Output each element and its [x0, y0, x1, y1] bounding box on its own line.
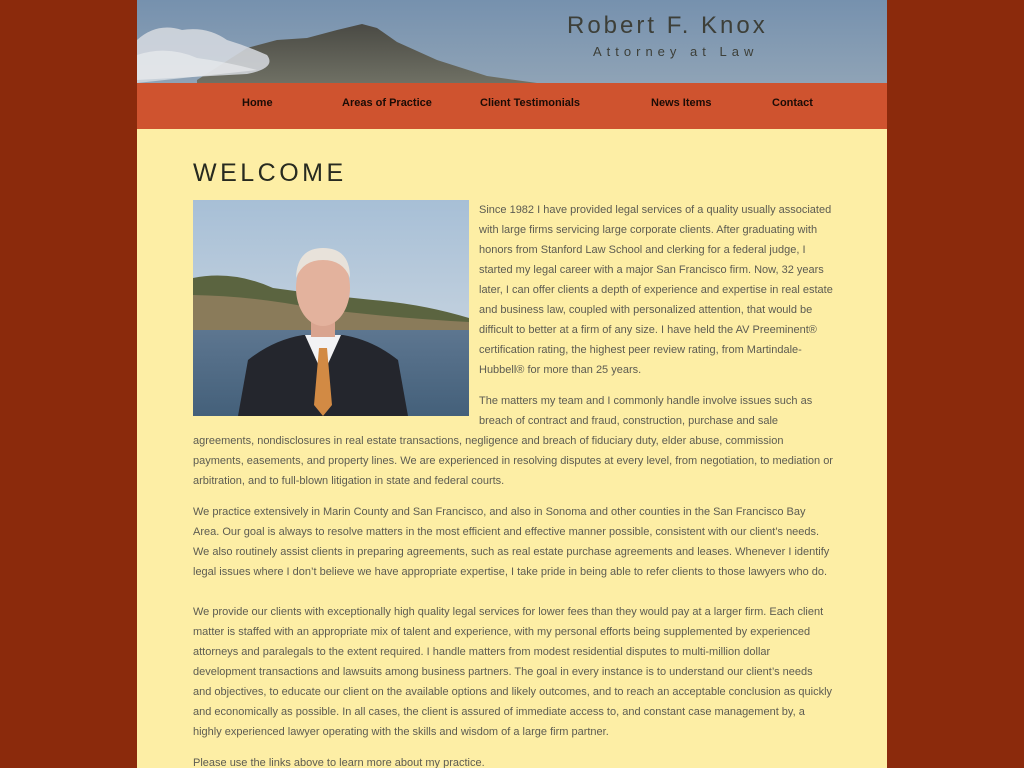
page-title: WELCOME	[193, 159, 347, 187]
attorney-portrait-photo	[193, 200, 469, 416]
nav-client-testimonials[interactable]: Client Testimonials	[480, 97, 581, 109]
main-nav	[137, 83, 887, 129]
intro-paragraph: Since 1982 I have provided legal services of a quality usually associated with large firms servicing large corporate clients. After graduating with honors from Stanford Law School and clerking for a federal judge, I started my legal career with a major San Francisco firm. Now, 32 years later, I can offer clients a depth of experience and expertise in real estate and business law, coupled with personalized attention, that would be difficult to better at a firm of any size. I have held the AV Preeminent® certification rating, the highest peer review rating, from Martindale-Hubbell® for more than 25 years.	[479, 204, 833, 376]
nav-contact[interactable]: Contact	[772, 97, 813, 109]
value-paragraph: We provide our clients with exceptionally high quality legal services for lower fees than they would pay at a larger firm. Each client matter is staffed with an appropriate mix of talent and experience, with my personal efforts being supplemented by experienced attorneys and paralegals to the extent required. I handle matters from modest residential disputes to multi-million dollar development transactions and lawsuits among business partners. The goal in every instance is to understand our client’s needs and objectives, to educate our client on the available options and likely outcomes, and to reach an acceptable conclusion as quickly and economically as possible. In all cases, the client is assured of immediate access to, and constant case management by, a highly experienced lawyer operating with the skills and wisdom of a large firm partner.	[193, 606, 833, 738]
practice-areas-paragraph: The matters my team and I commonly handle involve issues such as breach of contract and fraud, construction, purchase and sale agreements, nondisclosures in real estate transactions, negligence and breach of fiduciary duty, elder abuse, commission payments, easements, and property lines. We are experienced in resolving disputes at every level, from negotiation, to mediation or arbitration, and to full-blown litigation in state and federal courts.	[193, 395, 833, 487]
site-name: Robert F. Knox	[567, 12, 768, 39]
site-tagline: Attorney at Law	[593, 44, 759, 59]
nav-home[interactable]: Home	[242, 97, 273, 109]
page-container	[137, 0, 887, 768]
nav-news-items[interactable]: News Items	[651, 97, 712, 109]
main-content	[193, 129, 833, 768]
location-paragraph: We practice extensively in Marin County and San Francisco, and also in Sonoma and other counties in the San Francisco Bay Area. Our goal is always to resolve matters in the most efficient and effective manner possible, consistent with our client’s needs. We also routinely assist clients in preparing agreements, such as real estate purchase agreements and leases. Whenever I identify legal issues where I don’t believe we have appropriate expertise, I take pride in being able to refer clients to those lawyers who do.	[193, 506, 830, 578]
nav-areas-of-practice[interactable]: Areas of Practice	[342, 97, 432, 109]
header-banner	[137, 0, 887, 83]
closing-paragraph: Please use the links above to learn more about my practice.	[193, 757, 485, 768]
